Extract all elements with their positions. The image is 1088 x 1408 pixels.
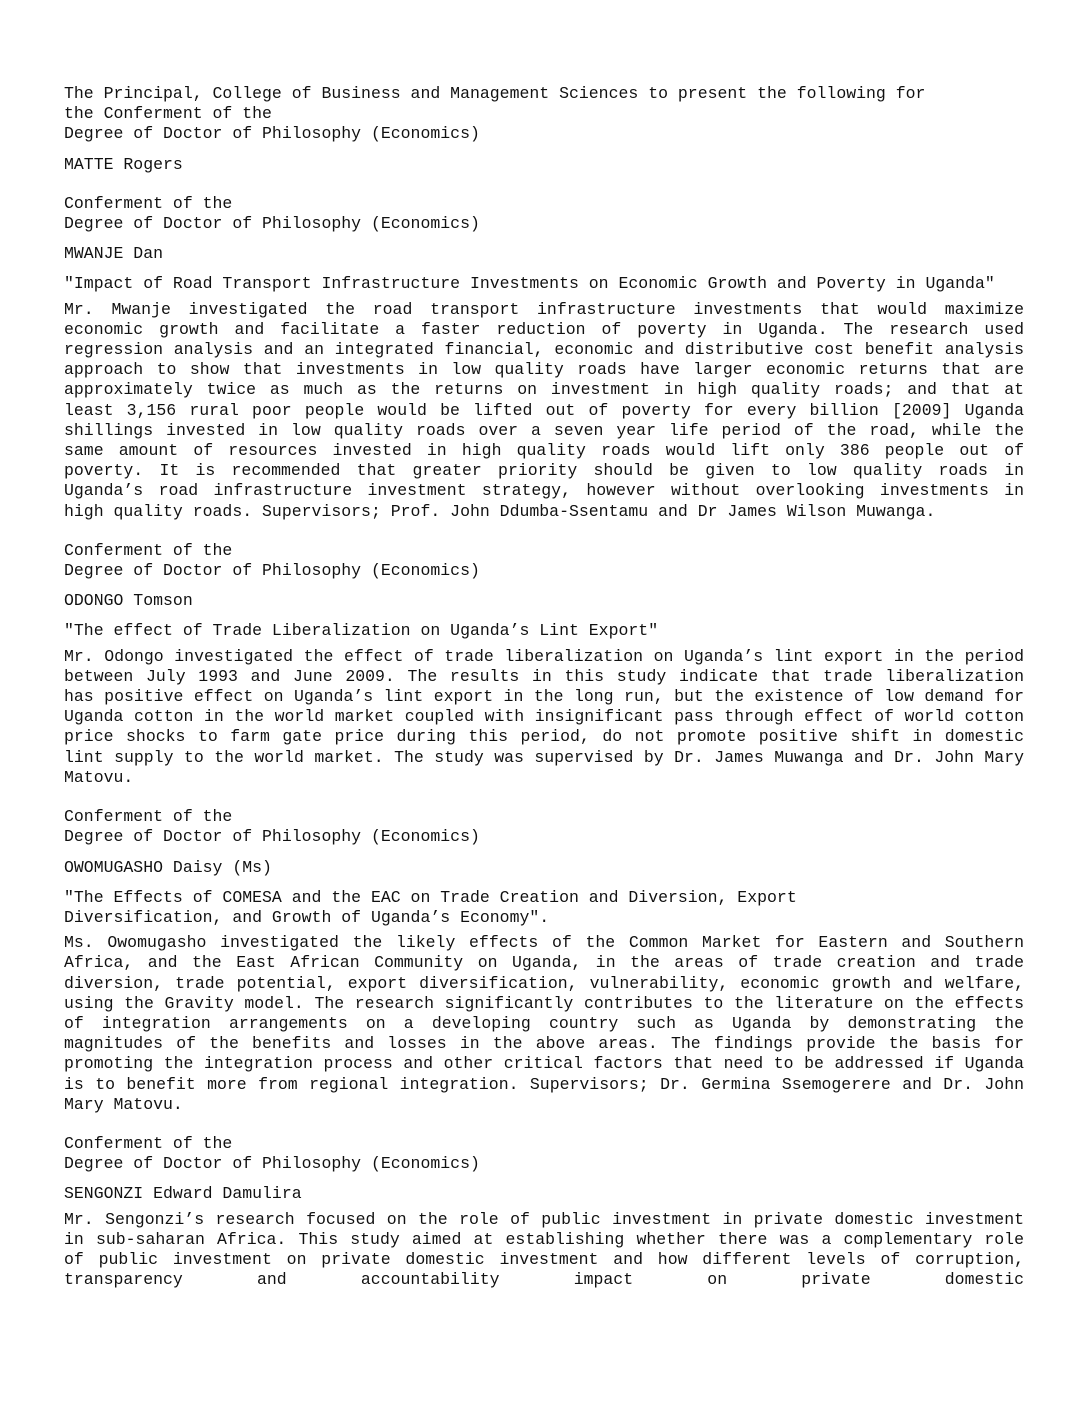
conferment-line: Conferment of the (64, 193, 233, 213)
conferment-heading (64, 541, 1024, 581)
abstract-odongo: Mr. Odongo investigated the effect of trade liberalization on Uganda’s lint export in the period between July 1993 and June 2009. The results in this study indicate that trade liberalization has positive effect on Uganda’s lint export in the long run, but the existence of low demand for Uganda cotton in the world market coupled with insignificant pass through effect of world cotton price shocks to farm gate price during this period, do not promote positive shift in domestic lint supply to the world market. The study was supervised by Dr. James Muwanga and Dr. John Mary Matovu. (64, 646, 1024, 787)
intro-block (64, 84, 1024, 145)
conferment-heading (64, 1134, 1024, 1174)
degree-line: Degree of Doctor of Philosophy (Economics) (64, 214, 480, 234)
degree-line: Degree of Doctor of Philosophy (Economics) (64, 827, 480, 847)
intro-line-2: the Conferment of the (64, 104, 272, 124)
candidate-name-odongo: ODONGO Tomson (64, 591, 193, 611)
conferment-heading (64, 194, 1024, 234)
thesis-title-line-2: Diversification, and Growth of Uganda’s Economy". (64, 907, 550, 927)
thesis-title-line-1: "The Effects of COMESA and the EAC on Trade Creation and Diversion, Export (64, 887, 797, 907)
intro-line-1: The Principal, College of Business and Management Sciences to present the following for (64, 84, 926, 103)
conferment-line: Conferment of the (64, 540, 233, 560)
intro-degree: Degree of Doctor of Philosophy (Economics) (64, 124, 480, 144)
abstract-sengonzi: Mr. Sengonzi’s research focused on the role of public investment in private domestic investment in sub-saharan Africa. This study aimed at establishing whether there was a complementary role of public investment on private domestic investment and how different levels of corruption, transparency and accountability impact on private domestic (64, 1209, 1024, 1290)
thesis-title-mwanje: "Impact of Road Transport Infrastructure Investments on Economic Growth and Poverty in Uganda" (64, 274, 995, 294)
abstract-mwanje: Mr. Mwanje investigated the road transport infrastructure investments that would maximize economic growth and facilitate a faster reduction of poverty in Uganda. The research used regression analysis and an integrated financial, economic and distributive cost benefit analysis approach to show that investments in low quality roads have larger economic returns that are approximately twice as much as the returns on investment in high quality roads; and that at least 3,156 rural poor people would be lifted out of poverty for every billion [2009] Uganda shillings invested in low quality roads over a seven year life period of the road, while the same amount of resources invested in high quality roads would lift only 386 people out of poverty. It is recommended that greater priority should be given to low quality roads in Uganda’s road infrastructure investment strategy, however without overlooking investments in high quality roads. Supervisors; Prof. John Ddumba-Ssentamu and Dr James Wilson Muwanga. (64, 299, 1024, 521)
candidate-name-mwanje: MWANJE Dan (64, 244, 164, 264)
degree-line: Degree of Doctor of Philosophy (Economics) (64, 561, 480, 581)
candidate-name-matte: MATTE Rogers (64, 154, 183, 174)
document-page (64, 84, 1024, 1290)
conferment-heading (64, 807, 1024, 847)
abstract-owomugasho: Ms. Owomugasho investigated the likely effects of the Common Market for Eastern and Southern Africa, and the East African Community on Uganda, in the areas of trade creation and trade diversion, trade potential, export diversification, vulnerability, economic growth and welfare, using the Gravity model. The research significantly contributes to the literature on the effects of integration arrangements on a developing country such as Uganda by demonstrating the magnitudes of the benefits and losses in the above areas. The findings provide the basis for promoting the integration process and other critical factors that need to be addressed if Uganda is to benefit more from regional integration. Supervisors; Dr. Germina Ssemogerere and Dr. John Mary Matovu. (64, 933, 1024, 1114)
thesis-title-owomugasho (64, 888, 1024, 928)
degree-line: Degree of Doctor of Philosophy (Economics) (64, 1154, 480, 1174)
candidate-name-sengonzi: SENGONZI Edward Damulira (64, 1184, 302, 1204)
conferment-line: Conferment of the (64, 807, 233, 827)
candidate-name-owomugasho: OWOMUGASHO Daisy (Ms) (64, 857, 272, 877)
conferment-line: Conferment of the (64, 1133, 233, 1153)
thesis-title-odongo: "The effect of Trade Liberalization on Uganda’s Lint Export" (64, 621, 659, 641)
